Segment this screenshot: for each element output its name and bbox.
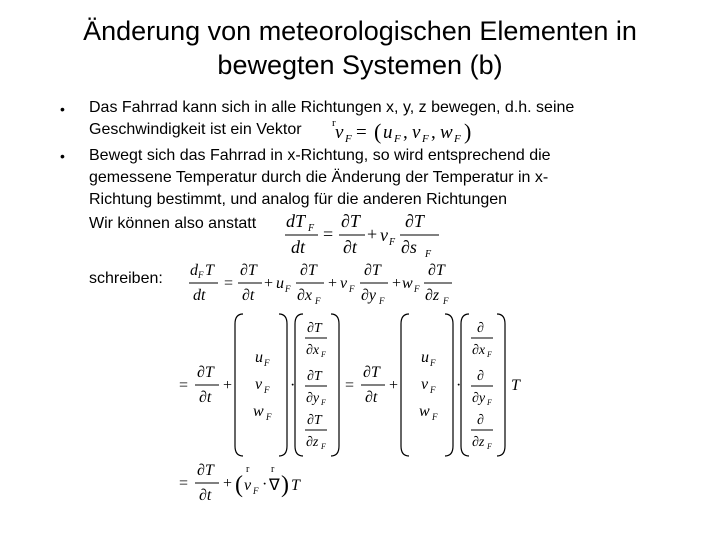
svg-text:,: , [403,122,408,143]
velocity-vector-formula [330,112,480,146]
svg-text:∂T: ∂T [307,413,322,428]
svg-text:∂z: ∂z [425,287,440,304]
svg-text:F: F [315,296,321,306]
svg-text:(: ( [235,472,243,498]
svg-text:F: F [253,486,259,496]
svg-text:∂y: ∂y [472,391,486,406]
bullet-2-line-1: Bewegt sich das Fahrrad in x-Richtung, so wird entsprechend die [89,147,551,164]
svg-text:+: + [389,377,399,394]
svg-text:u: u [255,349,263,366]
svg-text:F: F [430,358,436,368]
svg-text:∂T: ∂T [428,262,445,279]
directional-derivative-formula [283,205,443,261]
svg-text:u: u [383,122,393,143]
svg-text:+: + [392,275,402,292]
svg-text:·: · [456,377,462,394]
svg-text:w: w [402,275,413,292]
svg-text:∂z: ∂z [306,435,319,450]
svg-text:=: = [224,275,234,292]
svg-text:·: · [262,476,268,493]
svg-text:T: T [511,377,520,394]
svg-text:F: F [425,249,432,260]
svg-text:v: v [421,376,429,393]
svg-text:F: F [432,412,438,422]
svg-text:∂: ∂ [477,369,484,384]
svg-text:F: F [264,358,270,368]
svg-text:∂t: ∂t [365,389,378,406]
svg-text:v: v [412,122,421,143]
svg-text:v: v [340,275,348,292]
svg-text:u: u [276,275,284,292]
bullet-1-line-1: Das Fahrrad kann sich in alle Richtungen x, y, z bewegen, d.h. seine [89,99,575,116]
svg-text:∂T: ∂T [197,364,214,381]
svg-text:∂x: ∂x [472,343,486,358]
svg-text:F: F [345,133,352,145]
svg-text:∂T: ∂T [405,211,424,231]
svg-text:u: u [421,349,429,366]
title-line-2: bewegten Systemen (b) [217,50,503,80]
svg-text:): ) [464,119,472,144]
svg-text:r: r [271,464,275,475]
bullet-2-line-4: Wir können also anstatt [89,215,257,232]
svg-text:∂s: ∂s [401,237,417,257]
svg-text:∂T: ∂T [364,262,381,279]
svg-text:=: = [323,224,334,244]
svg-text:F: F [487,350,492,359]
svg-text:v: v [244,477,252,494]
svg-text:∂y: ∂y [361,287,377,304]
svg-text:·: · [290,377,296,394]
bullet-marker: • [60,148,65,164]
svg-text:F: F [430,385,436,395]
svg-text:F: F [321,398,326,407]
svg-text:∂t: ∂t [343,237,357,257]
svg-text:F: F [487,442,492,451]
svg-text:=: = [179,377,189,394]
svg-text:F: F [443,296,449,306]
svg-text:F: F [285,284,291,294]
svg-text:dT: dT [286,211,306,231]
svg-text:w: w [253,403,264,420]
svg-text:∂z: ∂z [472,435,485,450]
svg-text:v: v [255,376,263,393]
svg-text:∂: ∂ [477,413,484,428]
expanded-derivative-formula [188,258,468,308]
svg-text:=: = [356,122,367,143]
bullet-2-line-2: gemessene Temperatur durch die Änderung der Temperatur in x- [89,169,549,186]
bullet-marker: • [60,101,65,117]
svg-text:v: v [335,122,344,143]
svg-text:F: F [487,398,492,407]
svg-text:∂x: ∂x [297,287,313,304]
svg-text:dt: dt [193,287,206,304]
svg-text:w: w [440,122,453,143]
svg-text:F: F [349,284,355,294]
svg-text:F: F [321,350,326,359]
svg-text:F: F [308,223,315,234]
svg-text:F: F [198,270,204,280]
svg-text:T: T [291,477,300,494]
svg-text:F: F [389,237,396,248]
svg-text:+: + [328,275,338,292]
nabla-formula [175,458,315,508]
svg-text:w: w [419,403,430,420]
svg-text:r: r [332,117,336,129]
svg-text:∂T: ∂T [240,262,257,279]
svg-text:=: = [345,377,355,394]
bullet-2-line-3: Richtung bestimmt, und analog für die anderen Richtungen [89,191,508,208]
svg-text:∂T: ∂T [197,462,214,479]
svg-text:∂T: ∂T [300,262,317,279]
title-line-1: Änderung von meteorologischen Elementen in [83,16,637,46]
svg-text:+: + [264,275,274,292]
svg-text:∂x: ∂x [306,343,320,358]
svg-text:∂T: ∂T [307,369,322,384]
svg-text:F: F [321,442,326,451]
svg-text:∇: ∇ [269,477,280,494]
slide-title [0,14,720,82]
svg-text:F: F [394,133,401,145]
svg-text:): ) [281,472,289,498]
svg-text:F: F [454,133,461,145]
svg-text:∂T: ∂T [341,211,360,231]
svg-text:F: F [266,412,272,422]
svg-text:F: F [414,284,420,294]
svg-text:T: T [205,262,214,279]
svg-text:(: ( [374,119,382,144]
svg-text:F: F [422,133,429,145]
svg-text:+: + [367,224,378,244]
svg-text:F: F [264,385,270,395]
svg-text:d: d [190,262,198,279]
svg-text:v: v [380,225,388,245]
svg-text:dt: dt [291,237,306,257]
svg-text:∂: ∂ [477,321,484,336]
svg-text:∂y: ∂y [306,391,320,406]
svg-text:∂T: ∂T [307,321,322,336]
svg-text:∂t: ∂t [199,389,212,406]
svg-text:,: , [431,122,436,143]
schreiben-label: schreiben: [89,270,163,287]
svg-text:∂t: ∂t [242,287,255,304]
svg-text:=: = [179,475,189,492]
svg-text:+: + [223,475,233,492]
svg-text:r: r [246,464,250,475]
svg-text:∂t: ∂t [199,487,212,504]
svg-text:∂T: ∂T [363,364,380,381]
bullet-1-line-2: Geschwindigkeit ist ein Vektor [89,121,302,138]
svg-text:F: F [379,296,385,306]
vector-dot-product-formula [175,310,535,460]
svg-text:+: + [223,377,233,394]
